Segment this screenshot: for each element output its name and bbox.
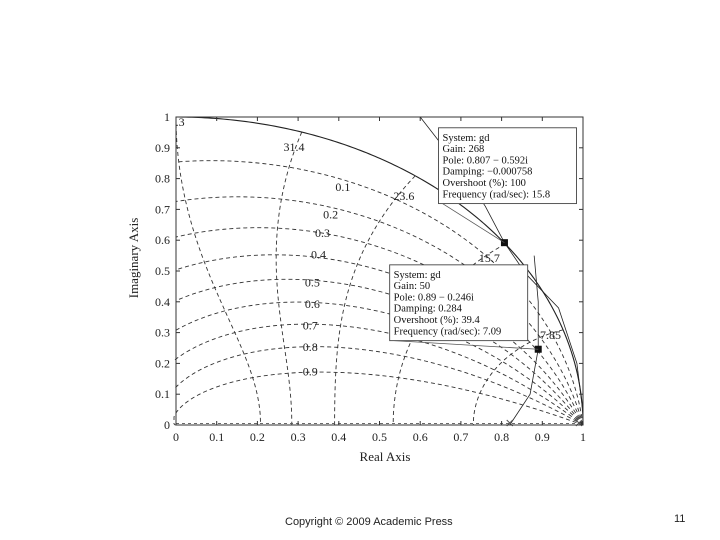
x-tick-label: 0 bbox=[173, 430, 179, 444]
x-tick-label: 1 bbox=[580, 430, 586, 444]
datatip-leader bbox=[443, 204, 505, 243]
damping-label: 0.7 bbox=[302, 318, 318, 333]
copyright-text: Copyright © 2009 Academic Press bbox=[285, 516, 453, 528]
frequency-label: 7.85 bbox=[539, 327, 561, 342]
x-tick-label: 0.4 bbox=[331, 430, 347, 444]
datatip-leader bbox=[394, 341, 539, 350]
x-tick-label: 0.1 bbox=[209, 430, 225, 444]
datatip-line: Frequency (rad/sec): 15.8 bbox=[442, 189, 551, 201]
x-tick-label: 0.7 bbox=[453, 430, 469, 444]
datatip-line: Pole: 0.89 − 0.246i bbox=[393, 292, 474, 304]
datatip-line: Frequency (rad/sec): 7.09 bbox=[393, 326, 502, 338]
datatip-line: Damping: 0.284 bbox=[393, 303, 462, 315]
frequency-line bbox=[176, 117, 261, 425]
damping-label: 0.3 bbox=[315, 226, 331, 241]
page-number: 11 bbox=[674, 513, 686, 525]
y-tick-label: 0 bbox=[164, 418, 170, 432]
damping-label: 0.9 bbox=[302, 364, 318, 379]
datatip-line: Pole: 0.807 − 0.592i bbox=[442, 155, 529, 167]
frequency-label: 31.4 bbox=[283, 139, 305, 154]
damping-label: 0.8 bbox=[302, 340, 318, 355]
datatip-line: Damping: −0.000758 bbox=[442, 166, 533, 178]
x-tick-label: 0.5 bbox=[372, 430, 387, 444]
damping-label: 0.6 bbox=[304, 296, 320, 311]
x-tick-label: 0.3 bbox=[290, 430, 306, 444]
x-axis-label: Real Axis bbox=[359, 449, 411, 464]
damping-label: 0.4 bbox=[310, 247, 326, 262]
frequency-label: 23.6 bbox=[393, 189, 415, 204]
datatip-layer bbox=[390, 128, 577, 349]
datatip-line: Overshoot (%): 39.4 bbox=[393, 315, 480, 327]
frequency-label: 15.7 bbox=[478, 250, 500, 265]
x-tick-label: 0.2 bbox=[249, 430, 265, 444]
y-tick-label: 0.8 bbox=[155, 171, 170, 186]
y-tick-label: 1 bbox=[164, 110, 170, 124]
datatip-line: System: gd bbox=[442, 132, 490, 144]
y-tick-label: 0.1 bbox=[155, 387, 170, 402]
y-tick-label: 0.4 bbox=[155, 294, 170, 309]
y-tick-label: 0.3 bbox=[155, 325, 170, 340]
y-tick-label: 0.6 bbox=[155, 233, 170, 248]
damping-label: 0.2 bbox=[323, 207, 339, 222]
y-tick-label: 0.9 bbox=[155, 140, 170, 155]
damping-label: 0.5 bbox=[304, 275, 320, 290]
y-axis-label: Imaginary Axis bbox=[126, 217, 141, 299]
datatip-line: Gain: 268 bbox=[442, 144, 485, 156]
y-tick-label: 0.7 bbox=[155, 202, 170, 217]
damping-label: 0.1 bbox=[335, 179, 351, 194]
datatip-line: Gain: 50 bbox=[393, 281, 431, 293]
datatip-line: System: gd bbox=[393, 269, 441, 281]
damping-line bbox=[174, 347, 583, 425]
x-tick-label: 0.9 bbox=[534, 430, 550, 444]
datatip-line: Overshoot (%): 100 bbox=[442, 177, 526, 189]
x-tick-label: 0.6 bbox=[412, 430, 428, 444]
y-tick-label: 0.2 bbox=[155, 356, 170, 371]
damping-line bbox=[174, 372, 583, 425]
y-tick-label: 0.5 bbox=[155, 264, 170, 278]
frequency-label: .3 bbox=[175, 115, 185, 130]
x-tick-label: 0.8 bbox=[494, 430, 510, 444]
frequency-line bbox=[276, 132, 302, 425]
